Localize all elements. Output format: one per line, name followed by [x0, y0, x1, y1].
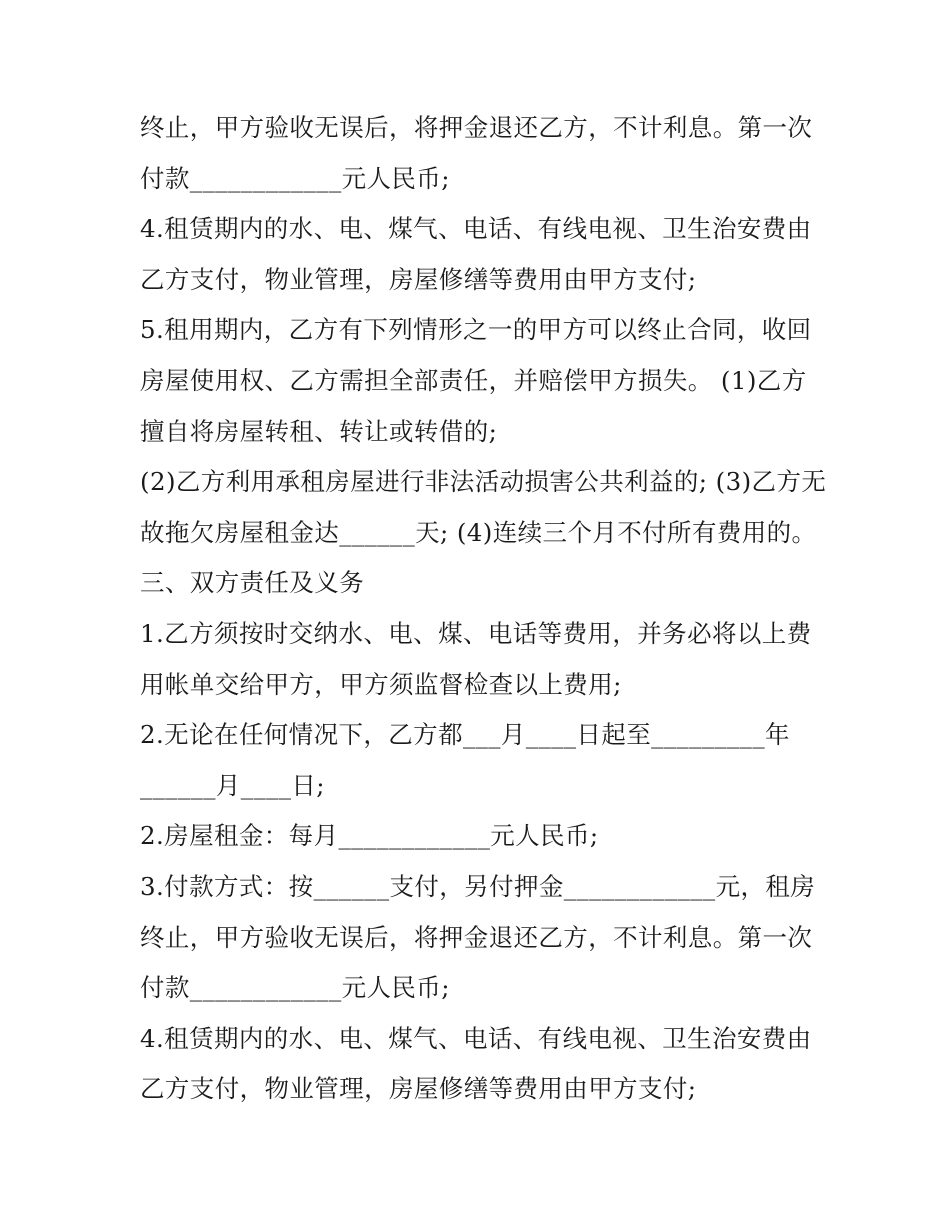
text-line: 擅自将房屋转租、转让或转借的;: [140, 416, 498, 446]
text-line: 用帐单交给甲方，甲方须监督检查以上费用;: [140, 669, 622, 699]
text-line: ______月____日;: [140, 770, 325, 800]
text-line: 4.租赁期内的水、电、煤气、电话、有线电视、卫生治安费由: [140, 214, 812, 244]
text-line: 乙方支付，物业管理，房屋修缮等费用由甲方支付;: [140, 1074, 697, 1104]
text-line: 2.无论在任何情况下，乙方都___月____日起至_________年: [140, 720, 790, 750]
text-line: 付款____________元人民币;: [140, 163, 450, 193]
text-line: 1.乙方须按时交纳水、电、煤、电话等费用，并务必将以上费: [140, 618, 812, 648]
text-line: 付款____________元人民币;: [140, 973, 450, 1003]
text-line: 5.租用期内，乙方有下列情形之一的甲方可以终止合同，收回: [140, 315, 812, 345]
text-line: 终止，甲方验收无误后，将押金退还乙方，不计利息。第一次: [140, 113, 813, 142]
text-line: 4.租赁期内的水、电、煤气、电话、有线电视、卫生治安费由: [140, 1023, 812, 1053]
contract-body-text: [140, 103, 830, 1115]
text-line: (2)乙方利用承租房屋进行非法活动损害公共利益的; (3)乙方无: [140, 467, 827, 497]
text-line: 房屋使用权、乙方需担全部责任，并赔偿甲方损失。 (1)乙方: [140, 365, 807, 395]
text-line: 2.房屋租金：每月____________元人民币;: [140, 821, 599, 851]
text-line: 3.付款方式：按______支付，另付押金____________元，租房: [140, 871, 816, 901]
text-line: 乙方支付，物业管理，房屋修缮等费用由甲方支付;: [140, 264, 697, 294]
text-line: 终止，甲方验收无误后，将押金退还乙方，不计利息。第一次: [140, 922, 813, 952]
text-line: 故拖欠房屋租金达______天; (4)连续三个月不付所有费用的。: [140, 517, 817, 547]
section-heading: 三、双方责任及义务: [140, 568, 365, 598]
